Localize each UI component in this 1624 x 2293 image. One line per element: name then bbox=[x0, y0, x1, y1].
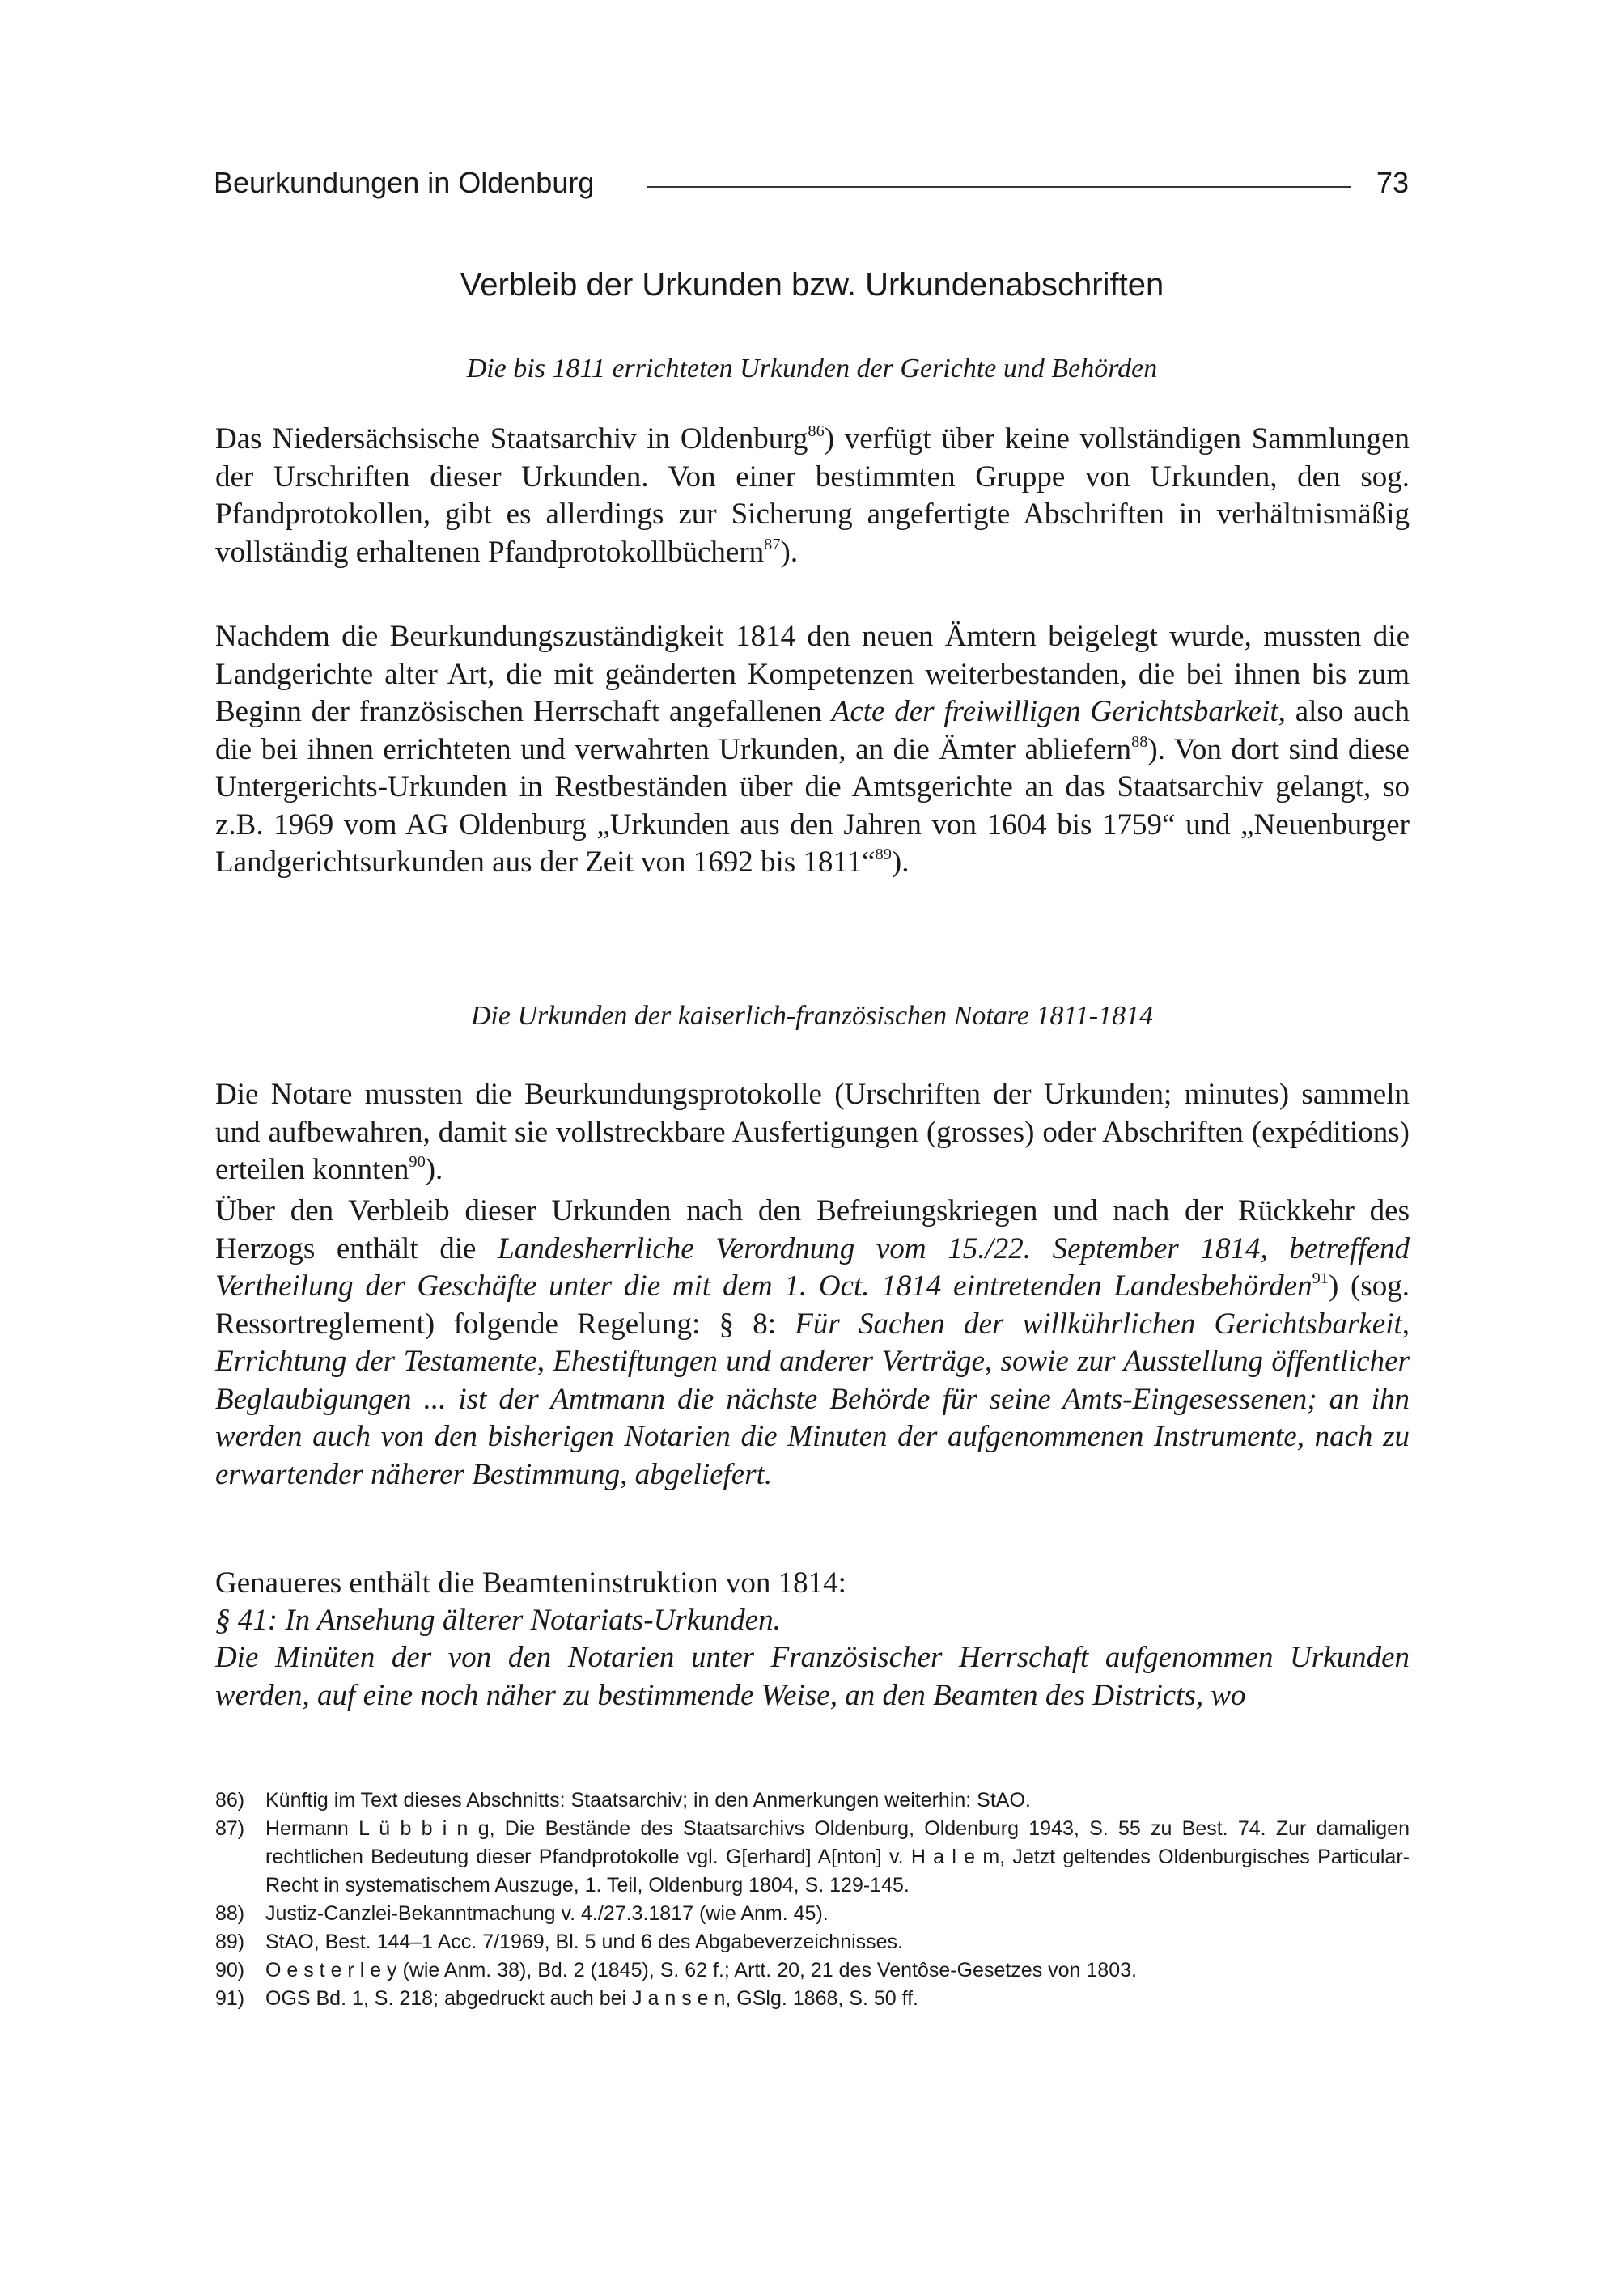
subsection-title-1: Die bis 1811 errichteten Urkunden der Gerichte und Behörden bbox=[466, 354, 1158, 384]
footnote bbox=[215, 1787, 1410, 1815]
footnote-ref: 91 bbox=[1312, 1269, 1329, 1287]
footnote-ref: 90 bbox=[409, 1152, 426, 1171]
footnote bbox=[215, 1928, 1410, 1956]
italic-run: Für Sachen der willkührlichen Gerichtsbarkeit, Errichtung der Testamente, Ehestiftungen und anderer Verträge, sowie zur Ausstellung öffentlicher Beglaubigungen ... ist der Amtmann die nächste Behörde für seine Amts-Eingesessenen; an ihn werden auch von den bisherigen Notarien die Minuten der aufgenommenen Instrumente, nach zu erwartender näherer Bestimmung, abgeliefert. bbox=[215, 1307, 1410, 1491]
running-title: Beurkundungen in Oldenburg bbox=[214, 166, 595, 199]
footnote-text: Justiz-Canzlei-Bekanntmachung v. 4./27.3.1817 (wie Anm. 45). bbox=[265, 1902, 829, 1925]
footnote bbox=[215, 1815, 1410, 1900]
footnote-text: O e s t e r l e y (wie Anm. 38), Bd. 2 (1845), S. 62 f.; Artt. 20, 21 des Ventôse-Gesetzes von 1803. bbox=[265, 1959, 1137, 1981]
italic-run: Landesherrliche Verordnung vom 15./22. September 1814, betreffend Vertheilung der Geschäfte unter die mit dem 1. Oct. 1814 eintretenden Landesbehörden bbox=[215, 1231, 1410, 1303]
footnote-number: 87) bbox=[215, 1817, 245, 1840]
subsection-title-2: Die Urkunden der kaiserlich-französischen Notare 1811-1814 bbox=[470, 1001, 1154, 1031]
footnote-number: 89) bbox=[215, 1931, 245, 1953]
header-rule bbox=[647, 186, 1351, 188]
text-run: ). bbox=[425, 1153, 443, 1186]
running-head bbox=[214, 166, 1409, 206]
footnote-number: 88) bbox=[215, 1902, 245, 1925]
paragraph-7: Die Minüten der von den Notarien unter Französischer Herrschaft aufgenommen Urkunden werden, auf eine noch näher zu bestimmende Weise, an den Beamten des Districts, wo bbox=[215, 1641, 1410, 1712]
footnote bbox=[215, 1985, 1410, 2013]
footnote bbox=[215, 1956, 1410, 1985]
paragraph-3 bbox=[215, 1076, 1410, 1189]
text-run: Das Niedersächsische Staatsarchiv in Oldenburg bbox=[215, 422, 808, 456]
text-run: Nachdem die Beurkundungszuständigkeit 1814 den neuen Ämtern beigelegt wurde, mussten die Landgerichte alter Art, die mit geänderten Kompetenzen weiterbestanden, die bei ihnen bis zum Beginn der französischen Herrschaft angefallenen bbox=[215, 620, 1410, 728]
footnote-text: OGS Bd. 1, S. 218; abgedruckt auch bei J a n s e n, GSlg. 1868, S. 50 ff. bbox=[265, 1987, 918, 2010]
section-title: Verbleib der Urkunden bzw. Urkundenabschriften bbox=[460, 267, 1164, 303]
italic-run: Acte der freiwilligen Gerichtsbarkeit, bbox=[831, 695, 1286, 728]
footnotes bbox=[215, 1787, 1410, 2013]
footnote-ref: 86 bbox=[808, 422, 825, 440]
footnote-number: 90) bbox=[215, 1959, 245, 1981]
paragraph-1 bbox=[215, 421, 1410, 571]
text-run: ) (sog. Ressortreglement) folgende Regelung: bbox=[215, 1269, 1410, 1341]
text-run: Über den Verbleib dieser Urkunden nach den Befreiungskriegen und nach der Rückkehr des Herzogs enthält die bbox=[215, 1194, 1410, 1265]
paragraph-6: § 41: In Ansehung älterer Notariats-Urkunden. bbox=[215, 1604, 781, 1637]
footnote-number: 86) bbox=[215, 1789, 245, 1812]
footnote-text: StAO, Best. 144–1 Acc. 7/1969, Bl. 5 und 6 des Abgabeverzeichnisses. bbox=[265, 1931, 904, 1953]
footnote-ref: 88 bbox=[1131, 732, 1148, 751]
text-run: ). bbox=[891, 846, 910, 879]
text-run: Die Notare mussten die Beurkundungsprotokolle (Urschriften der Urkunden; minutes) sammeln und aufbewahren, damit sie vollstreckbare Ausfertigungen (grosses) oder Abschriften (expéditions) erteilen konnten bbox=[215, 1078, 1410, 1186]
text-run: ). bbox=[780, 535, 799, 569]
text-run: ) verfügt über keine vollständigen Sammlungen der Urschriften dieser Urkunden. Von einer bestimmten Gruppe von Urkunden, den sog. Pfandprotokollen, gibt es allerdings zur Sicherung angefertigte Abschriften in verhältnismäßig vollständig erhaltenen Pfandprotokollbüchern bbox=[215, 422, 1410, 569]
footnote-number: 91) bbox=[215, 1987, 245, 2010]
section-sign-ref: § 8 bbox=[719, 1307, 768, 1341]
text-run: ). Von dort sind diese Untergerichts-Urkunden in Restbeständen über die Amtsgerichte an das Staatsarchiv gelangt, so z.B. 1969 vom AG Oldenburg „Urkunden aus den Jahren von 1604 bis 1759“ und „Neuenburger Landgerichtsurkunden aus der Zeit von 1692 bis 1811“ bbox=[215, 732, 1410, 879]
page-number: 73 bbox=[1376, 166, 1409, 199]
footnote-ref: 87 bbox=[764, 535, 781, 553]
paragraph-2 bbox=[215, 618, 1410, 882]
footnote bbox=[215, 1900, 1410, 1928]
paragraph-4 bbox=[215, 1193, 1410, 1494]
footnote-ref: 89 bbox=[875, 845, 892, 863]
footnote-text: Hermann L ü b b i n g, Die Bestände des Staatsarchivs Oldenburg, Oldenburg 1943, S. 55 zu Best. 74. Zur damaligen rechtlichen Bedeutung dieser Pfandprotokolle vgl. G[erhard] A[nton] v. H a l e m, Jetzt geltendes Oldenburgisches Particular-Recht in systematischem Auszuge, 1. Teil, Oldenburg 1804, S. 129-145. bbox=[265, 1817, 1410, 1897]
footnote-text: Künftig im Text dieses Abschnitts: Staatsarchiv; in den Anmerkungen weiterhin: StAO. bbox=[265, 1789, 1031, 1812]
text-run: also auch die bei ihnen errichteten und verwahrten Urkunden, an die Ämter abliefern bbox=[215, 695, 1410, 766]
text-run: : bbox=[767, 1307, 795, 1341]
paragraph-5: Genaueres enthält die Beamteninstruktion von 1814: bbox=[215, 1566, 846, 1600]
